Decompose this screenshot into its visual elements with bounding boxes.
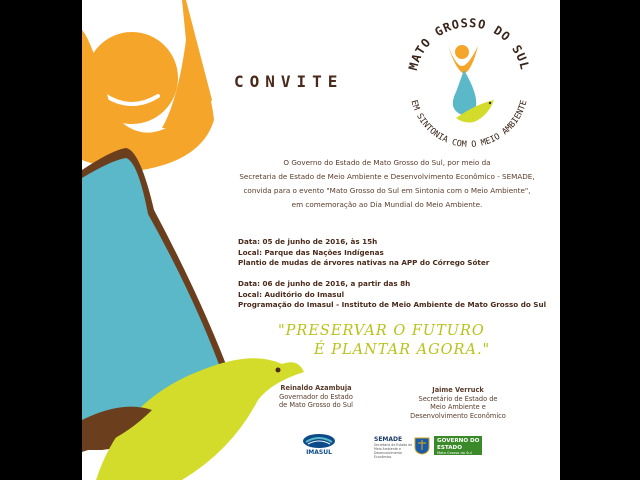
signer-name: Jaime Verruck (432, 386, 484, 394)
signer-role: Secretário de Estado de (418, 394, 498, 403)
event-activity: Programação do Imasul - Instituto de Meio Ambiente de Mato Grosso do Sul (238, 300, 547, 309)
signer-role: Meio Ambiente e (430, 403, 486, 411)
event-details-2 (238, 279, 558, 311)
signer-role: Governador do Estado (279, 392, 353, 401)
signer-role: Desenvolvimento Econômico (410, 411, 506, 420)
event-place: Local: Auditório do Imasul (238, 289, 345, 299)
signature-secretary (396, 386, 520, 420)
event-date: Data: 06 de junho de 2016, a partir das 8h (238, 279, 411, 288)
quote-line-2: É PLANTAR AGORA." (314, 342, 491, 358)
invitation-card (82, 0, 560, 480)
signer-name: Reinaldo Azambuja (280, 384, 352, 392)
intro-line: Secretaria de Estado de Meio Ambiente e Desenvolvimento Econômico - SEMADE, (239, 172, 535, 181)
campaign-logo (394, 8, 544, 158)
intro-line: O Governo do Estado de Mato Grosso do Sul, por meio da (283, 158, 491, 167)
government-logo (434, 436, 482, 455)
event-activity: Plantio de mudas de árvores nativas na APP do Córrego Sóter (238, 258, 490, 267)
slogan-quote (278, 322, 490, 360)
imasul-logo (300, 432, 338, 456)
gov-subtitle: Mato Grosso do Sul (437, 451, 472, 455)
semade-label: SEMADE (374, 436, 403, 443)
signer-role: de Mato Grosso do Sul (278, 401, 353, 409)
imasul-label: IMASUL (306, 449, 332, 456)
event-details-1 (238, 237, 558, 269)
gov-title: GOVERNO DO ESTADO (437, 438, 480, 451)
intro-line: em comemoração ao Dia Mundial do Meio Ambiente. (291, 200, 483, 209)
invitation-text (222, 156, 552, 212)
logo-bottom-text: EM SINTONIA COM O MEIO AMBIENTE (408, 99, 530, 150)
signature-governor (257, 384, 375, 410)
event-date: Data: 05 de junho de 2016, às 15h (238, 237, 378, 246)
state-crest-icon (414, 437, 430, 455)
imasul-icon (300, 432, 338, 448)
semade-subtitle: Secretaria de Estado de Meio Ambiente e Desenvolvimento Econômico (374, 443, 413, 459)
event-place: Local: Parque das Nações Indígenas (238, 247, 384, 257)
logo-top-text: MATO GROSSO DO SUL (405, 15, 533, 72)
quote-line-1: "PRESERVAR O FUTURO (278, 323, 485, 339)
intro-line: convida para o evento "Mato Grosso do Sul em Sintonia com o Meio Ambiente", (243, 186, 531, 195)
page-title: CONVITE (234, 72, 344, 91)
